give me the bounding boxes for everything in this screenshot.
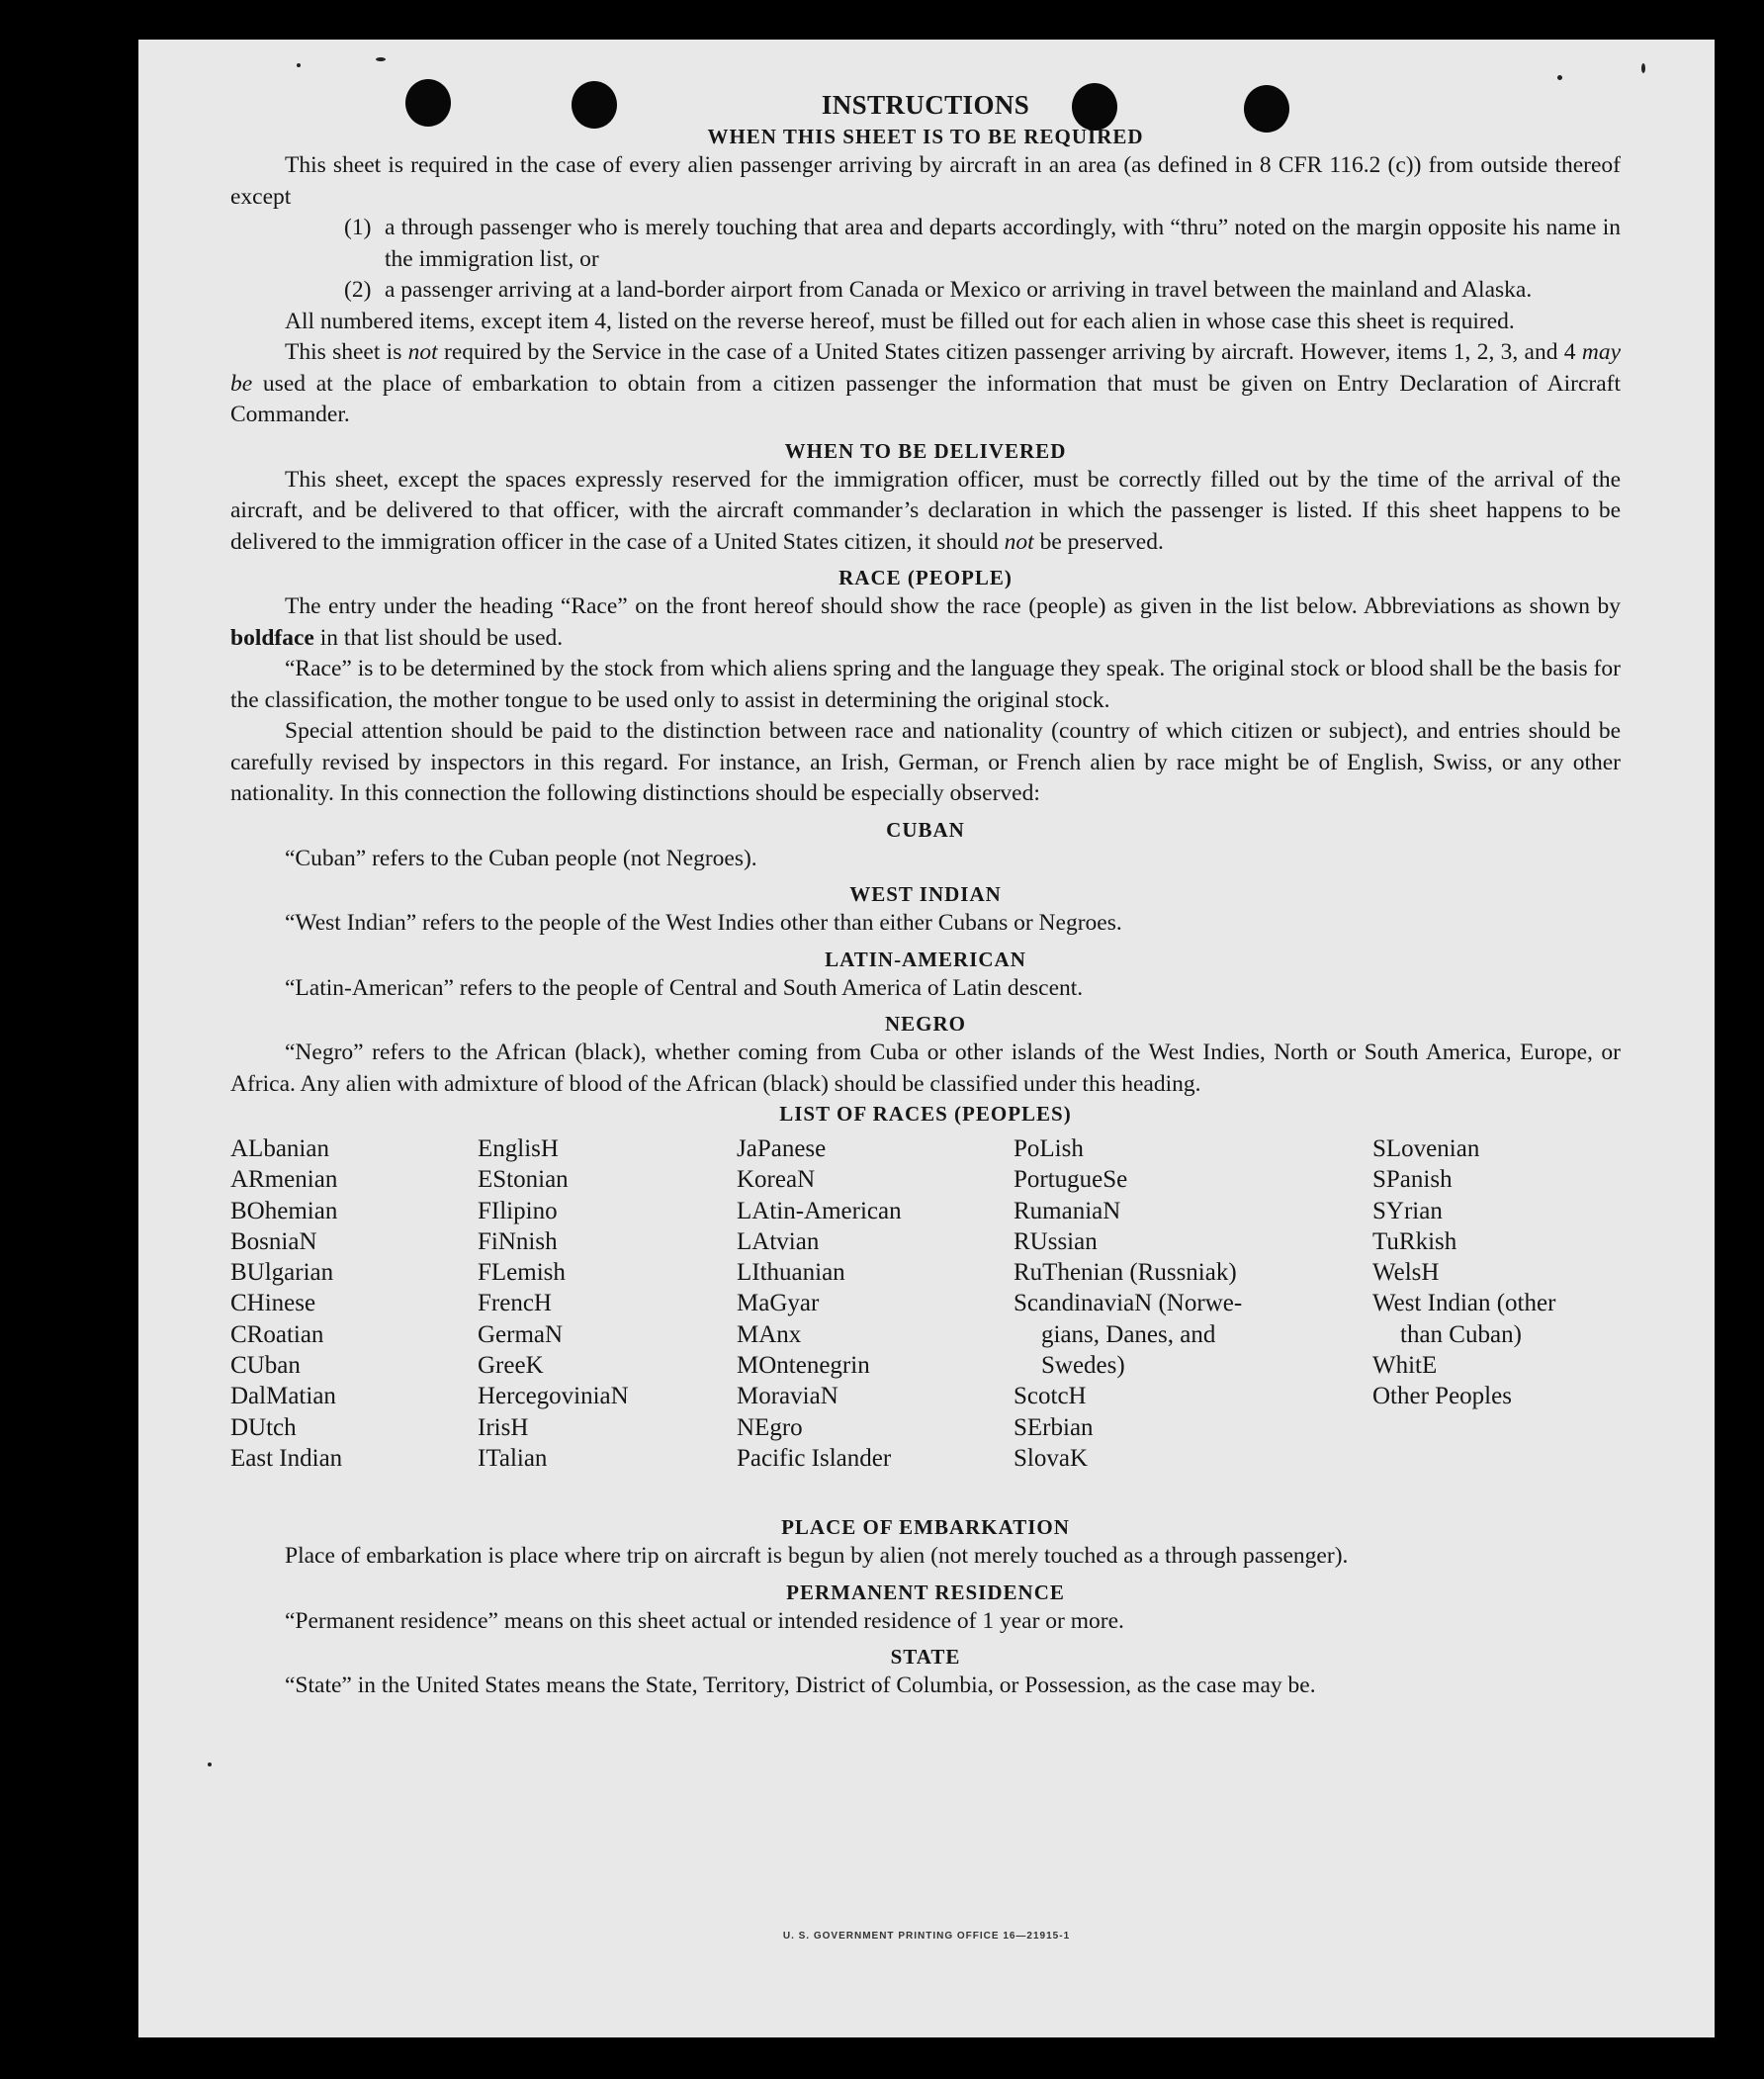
clause-text: a passenger arriving at a land-border airport from Canada or Mexico or arriving in travel between the mainland and Alaska. (385, 277, 1533, 303)
race-entry: RumaniaN (1014, 1197, 1121, 1224)
heading-when-required: WHEN THIS SHEET IS TO BE REQUIRED (707, 125, 1144, 148)
document-sheet (138, 40, 1715, 2037)
heading-list-of-races: LIST OF RACES (PEOPLES) (779, 1102, 1072, 1126)
heading-race: RACE (PEOPLE) (838, 566, 1013, 589)
race-entry: PortugueSe (1014, 1166, 1128, 1194)
clause-2 (230, 275, 1621, 307)
clause-1 (230, 213, 1621, 275)
race-entry: RuThenian (Russniak) (1014, 1259, 1237, 1287)
race-entry: BUlgarian (230, 1259, 334, 1287)
race-entry-continued: gians, Danes, and (1041, 1320, 1216, 1348)
race-entry: FIlipino (478, 1197, 558, 1224)
race-entry: WelsH (1372, 1259, 1440, 1287)
paragraph-state: “State” in the United States means the State, Territory, District of Columbia, or Possession, as the case may be. (285, 1672, 1316, 1698)
page-title: INSTRUCTIONS (821, 90, 1030, 120)
race-entry: ITalian (478, 1444, 548, 1472)
race-entry: FLemish (478, 1259, 566, 1287)
race-entry: MoraviaN (737, 1383, 838, 1410)
race-entry: DUtch (230, 1413, 297, 1441)
race-entry: CUban (230, 1352, 301, 1380)
races-column-2 (478, 1133, 629, 1474)
heading-state: STATE (890, 1645, 961, 1669)
races-column-4 (1014, 1133, 1242, 1474)
clause-number: (1) (344, 215, 372, 240)
clause-text: a through passenger who is merely touching that area and departs accordingly, with “thru” noted on the margin opposite his name in the immigration list, or (385, 215, 1621, 272)
race-entry: WhitE (1372, 1352, 1438, 1380)
paragraph-embarkation: Place of embarkation is place where trip on aircraft is begun by alien (not merely touched as a through passenger). (285, 1543, 1349, 1569)
race-entry: LIthuanian (737, 1259, 845, 1287)
races-column-5 (1372, 1133, 1555, 1412)
paragraph-citizen: This sheet is not required by the Service in the case of a United States citizen passenger arriving by aircraft. However, items 1, 2, 3, and 4 may be used at the place of embarkation to obtain from a citizen passenger the information that must be given on Entry Declaration of Aircraft Commander. (230, 339, 1621, 427)
race-entry: GermaN (478, 1320, 564, 1348)
race-entry: BosniaN (230, 1227, 317, 1255)
paragraph-numbered-items: All numbered items, except item 4, listed on the reverse hereof, must be filled out for each alien in whose case this sheet is required. (285, 308, 1515, 334)
race-entry: JaPanese (737, 1135, 827, 1162)
instructions-content (230, 87, 1621, 1702)
race-entry: Pacific Islander (737, 1444, 892, 1472)
heading-place-of-embarkation: PLACE OF EMBARKATION (781, 1515, 1070, 1539)
clause-number: (2) (344, 277, 372, 303)
paragraph-delivered: This sheet, except the spaces expressly reserved for the immigration officer, must be correctly filled out by the time of the arrival of the aircraft, and be delivered to that officer, with the aircraft commander’s declaration in which the passenger is listed. If this sheet happens to be delivered to the immigration officer in the case of a United States citizen, it should not be preserved. (230, 466, 1621, 555)
race-entry: NEgro (737, 1413, 803, 1441)
speck (1557, 75, 1562, 80)
race-entry: SErbian (1014, 1413, 1094, 1441)
race-entry: West Indian (other (1372, 1290, 1556, 1317)
race-entry: ARmenian (230, 1166, 338, 1194)
races-list (230, 1133, 1621, 1507)
race-entry: PoLish (1014, 1135, 1084, 1162)
race-entry-continued: than Cuban) (1400, 1320, 1522, 1348)
paragraph-race-nationality: Special attention should be paid to the distinction between race and nationality (country of which citizen or subject), and entries should be carefully revised by inspectors in this regard. For instance, an Irish, German, or French alien by race might be of English, Swiss, or any other nationality. In this connection the following distinctions should be especially observed: (230, 718, 1621, 806)
race-entry: East Indian (230, 1444, 343, 1472)
race-entry: Other Peoples (1372, 1383, 1512, 1410)
race-entry: LAtvian (737, 1227, 820, 1255)
paragraph-permanent-residence: “Permanent residence” means on this sheet actual or intended residence of 1 year or more. (285, 1607, 1124, 1634)
race-entry: TuRkish (1372, 1227, 1457, 1255)
race-entry-continued: Swedes) (1041, 1352, 1125, 1380)
heading-permanent-residence: PERMANENT RESIDENCE (786, 1580, 1065, 1604)
races-column-1 (230, 1133, 342, 1474)
race-entry: MOntenegrin (737, 1352, 870, 1380)
race-entry: DalMatian (230, 1383, 336, 1410)
race-entry: SLovenian (1372, 1135, 1480, 1162)
paragraph-race-entry: The entry under the heading “Race” on the front hereof should show the race (people) as given in the list below. Abbreviations as shown by boldface in that list should be used. (230, 593, 1621, 651)
race-entry: ScandinaviaN (Norwe- (1014, 1290, 1243, 1317)
race-entry: KoreaN (737, 1166, 816, 1194)
printing-office-imprint: U. S. GOVERNMENT PRINTING OFFICE 16—21915-1 (782, 1931, 1071, 1942)
heading-west-indian: WEST INDIAN (849, 882, 1002, 906)
race-entry: BOhemian (230, 1197, 338, 1224)
heading-negro: NEGRO (884, 1012, 966, 1036)
paragraph-race-stock: “Race” is to be determined by the stock from which aliens spring and the language they speak. The original stock or blood shall be the basis for the classification, the mother tongue to be used only to assist in determining the original stock. (230, 656, 1621, 713)
paragraph-negro: “Negro” refers to the African (black), whether coming from Cuba or other islands of the West Indies, North or South America, Europe, or Africa. Any alien with admixture of blood of the African (black) should be classified under this heading. (230, 1040, 1621, 1097)
heading-when-delivered: WHEN TO BE DELIVERED (784, 438, 1067, 463)
paragraph-required: This sheet is required in the case of every alien passenger arriving by aircraft in an area (as defined in 8 CFR 116.2 (c)) from outside thereof except (230, 152, 1621, 210)
race-entry: SPanish (1372, 1166, 1453, 1194)
heading-latin-american: LATIN-AMERICAN (825, 947, 1026, 971)
race-entry: HercegoviniaN (478, 1383, 629, 1410)
race-entry: EnglisH (478, 1135, 559, 1162)
race-entry: LAtin-American (737, 1197, 902, 1224)
race-entry: RUssian (1014, 1227, 1098, 1255)
race-entry: GreeK (478, 1352, 544, 1380)
race-entry: SlovaK (1014, 1444, 1088, 1472)
race-entry: MaGyar (737, 1290, 820, 1317)
speck (1641, 63, 1645, 73)
race-entry: SYrian (1372, 1197, 1443, 1224)
speck (208, 1763, 212, 1766)
speck (297, 63, 301, 67)
race-entry: ScotcH (1014, 1383, 1087, 1410)
paragraph-latin-american: “Latin-American” refers to the people of Central and South America of Latin descent. (285, 974, 1084, 1001)
paragraph-cuban: “Cuban” refers to the Cuban people (not Negroes). (285, 845, 757, 871)
race-entry: CHinese (230, 1290, 316, 1317)
race-entry: FiNnish (478, 1227, 558, 1255)
race-entry: FrencH (478, 1290, 552, 1317)
race-entry: IrisH (478, 1413, 529, 1441)
speck (376, 57, 386, 61)
paragraph-west-indian: “West Indian” refers to the people of the West Indies other than either Cubans or Negroes. (285, 910, 1122, 936)
races-column-3 (737, 1133, 902, 1474)
race-entry: EStonian (478, 1166, 569, 1194)
race-entry: MAnx (737, 1320, 802, 1348)
race-entry: ALbanian (230, 1135, 329, 1162)
race-entry: CRoatian (230, 1320, 324, 1348)
heading-cuban: CUBAN (886, 817, 965, 842)
